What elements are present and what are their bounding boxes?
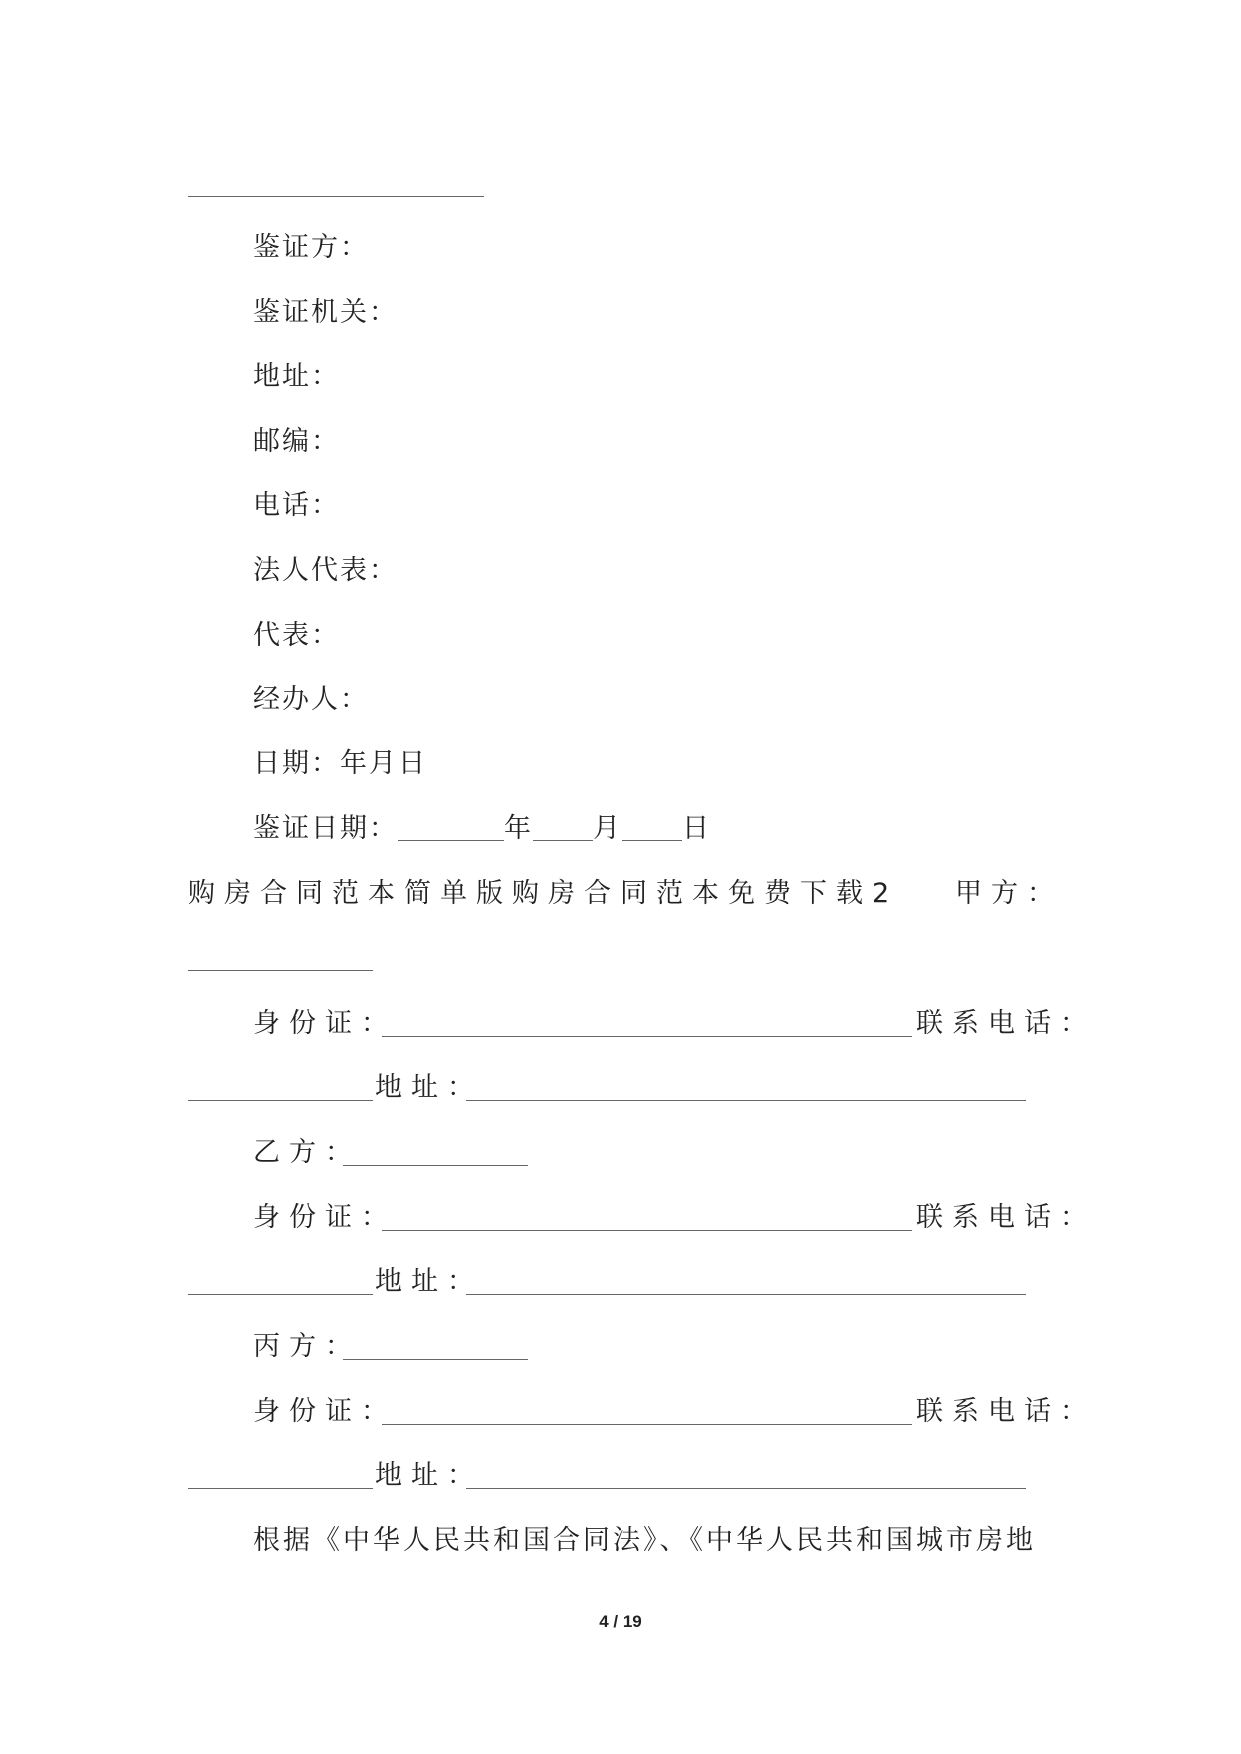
party-b-line <box>0 1133 1241 1173</box>
handler-text: 经办人： <box>253 684 369 715</box>
verifier-org-label <box>0 293 1241 333</box>
phone-label <box>0 486 1241 526</box>
party-a-address-blank <box>466 1100 1026 1101</box>
handler-label <box>0 680 1241 720</box>
party-c-line <box>0 1327 1241 1367</box>
verifier-label <box>0 228 1241 268</box>
party-c-label: 丙方： <box>253 1331 361 1362</box>
party-b-address-line <box>375 1262 575 1302</box>
address-label-1 <box>0 357 1241 397</box>
party-b-address-blank <box>466 1294 1026 1295</box>
legal-rep-label <box>0 551 1241 591</box>
party-a-id-blank <box>382 1036 912 1037</box>
verify-date-label: 鉴证日期： <box>253 813 398 844</box>
contract-heading: 购房合同范本简单版购房合同范本免费下载2 <box>188 878 899 909</box>
postcode-label <box>0 422 1241 462</box>
top-blank-line <box>188 196 484 197</box>
postcode-text: 邮编： <box>253 426 340 457</box>
rep-text: 代表： <box>253 620 340 651</box>
party-a-address-label: 地址： <box>375 1072 483 1103</box>
party-c-address-line <box>375 1456 575 1496</box>
party-a-phone-blank <box>188 1100 373 1101</box>
party-b-phone-text: 联系电话： <box>916 1202 1096 1233</box>
date-line <box>0 744 1241 784</box>
day-blank <box>622 814 682 841</box>
party-b-id-blank <box>382 1230 912 1231</box>
date-text: 日期：年月日 <box>253 748 427 779</box>
party-c-address-blank <box>466 1488 1026 1489</box>
party-a-blank <box>188 970 373 971</box>
party-a-phone-label <box>916 1004 1236 1044</box>
party-b-phone-blank <box>188 1294 373 1295</box>
party-a-phone-text: 联系电话： <box>916 1008 1096 1039</box>
party-b-id-label: 身份证： <box>253 1202 397 1233</box>
party-c-phone-text: 联系电话： <box>916 1396 1096 1427</box>
party-b-blank <box>343 1165 528 1166</box>
year-blank <box>398 814 504 841</box>
verifier-text: 鉴证方： <box>253 232 369 263</box>
phone-text: 电话： <box>253 490 340 521</box>
rep-label <box>0 616 1241 656</box>
party-b-phone-label <box>916 1198 1236 1238</box>
party-c-id-blank <box>382 1424 912 1425</box>
basis-paragraph <box>0 1521 1241 1561</box>
party-a-address-line <box>375 1068 575 1108</box>
page-number: 4 / 19 <box>599 1612 642 1631</box>
party-b-label: 乙方： <box>253 1137 361 1168</box>
month-text: 月 <box>593 813 622 844</box>
year-text: 年 <box>504 813 533 844</box>
address-text-1: 地址： <box>253 361 340 392</box>
month-blank <box>533 814 593 841</box>
party-a-id-label: 身份证： <box>253 1008 397 1039</box>
party-a-label <box>955 874 1155 914</box>
party-c-phone-label <box>916 1392 1236 1432</box>
verifier-org-text: 鉴证机关： <box>253 297 398 328</box>
basis-text: 根据《中华人民共和国合同法》、《中华人民共和国城市房地 <box>253 1525 1036 1556</box>
party-c-phone-blank <box>188 1488 373 1489</box>
day-text: 日 <box>682 813 711 844</box>
party-b-address-label: 地址： <box>375 1266 483 1297</box>
legal-rep-text: 法人代表： <box>253 555 398 586</box>
party-c-address-label: 地址： <box>375 1460 483 1491</box>
verify-date-line <box>0 809 1241 849</box>
party-c-id-label: 身份证： <box>253 1396 397 1427</box>
party-a-text: 甲方： <box>955 878 1063 909</box>
party-c-blank <box>343 1359 528 1360</box>
